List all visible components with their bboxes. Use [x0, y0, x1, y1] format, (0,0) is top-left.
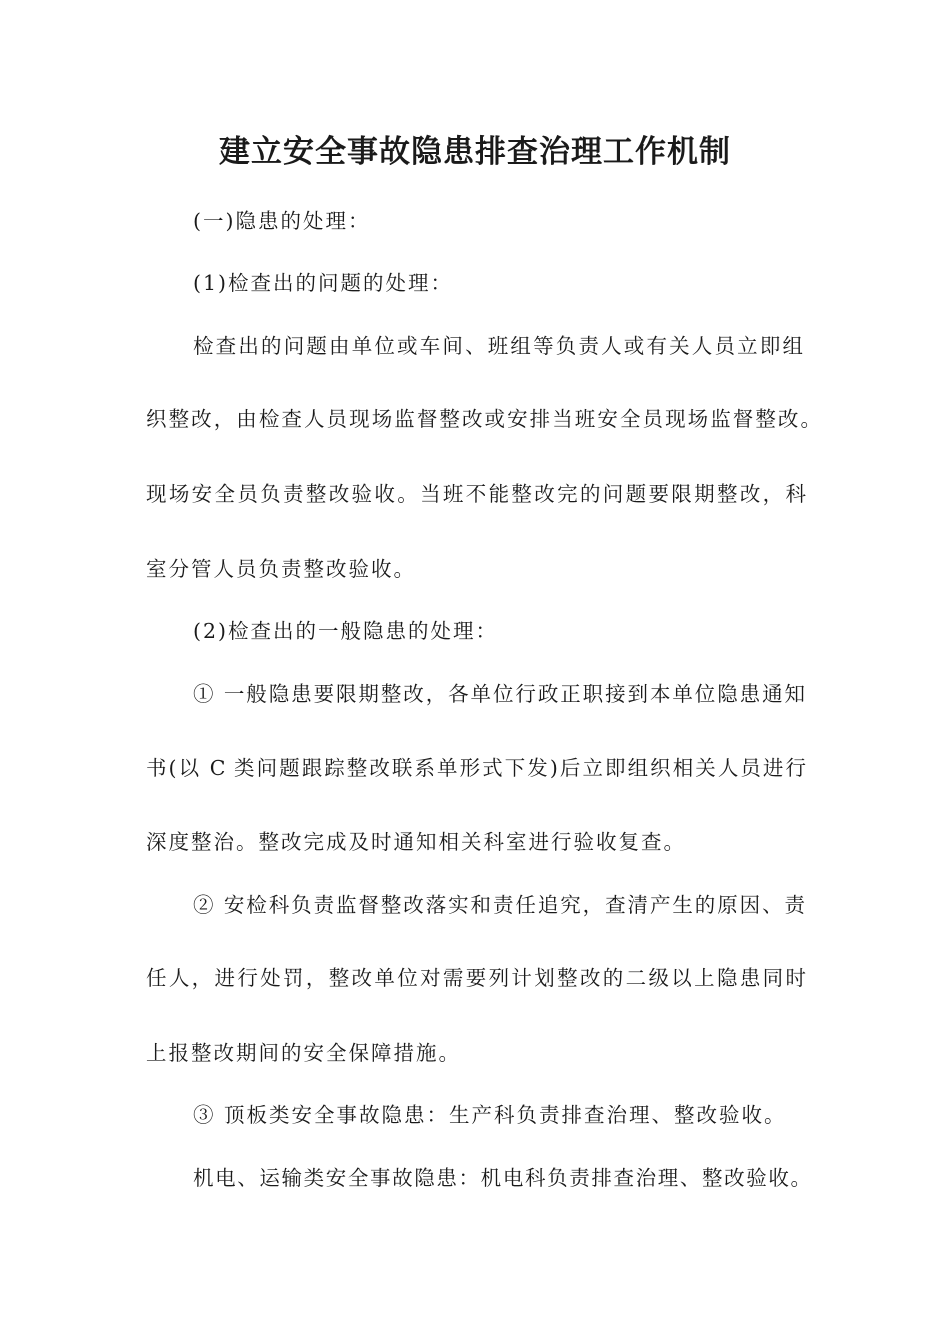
paragraph-line: 检查出的问题由单位或车间、班组等负责人或有关人员立即组 — [193, 334, 803, 358]
paragraph-line: 织整改，由检查人员现场监督整改或安排当班安全员现场监督整改。 — [146, 407, 821, 431]
document-title: 建立安全事故隐患排查治理工作机制 — [219, 134, 731, 170]
paragraph-line: ① 一般隐患要限期整改，各单位行政正职接到本单位隐患通知 — [193, 682, 805, 706]
paragraph-line: 任人，进行处罚，整改单位对需要列计划整改的二级以上隐患同时 — [146, 966, 806, 990]
section-heading: (一)隐患的处理： — [193, 209, 371, 233]
paragraph-line: 机电、运输类安全事故隐患：机电科负责排查治理、整改验收。 — [193, 1166, 811, 1190]
paragraph-line: 上报整改期间的安全保障措施。 — [146, 1041, 461, 1065]
paragraph-line: ② 安检科负责监督整改落实和责任追究，查清产生的原因、责 — [193, 893, 805, 917]
subsection-heading: (2)检查出的一般隐患的处理： — [193, 619, 499, 643]
paragraph-line: 现场安全员负责整改验收。当班不能整改完的问题要限期整改，科 — [146, 482, 806, 506]
paragraph-line: ③ 顶板类安全事故隐患：生产科负责排查治理、整改验收。 — [193, 1103, 787, 1127]
subsection-heading: (1)检查出的问题的处理： — [193, 271, 454, 295]
paragraph-line: 书(以 C 类问题跟踪整改联系单形式下发)后立即组织相关人员进行 — [146, 756, 806, 780]
paragraph-line: 深度整治。整改完成及时通知相关科室进行验收复查。 — [146, 830, 686, 854]
paragraph-line: 室分管人员负责整改验收。 — [146, 557, 416, 581]
